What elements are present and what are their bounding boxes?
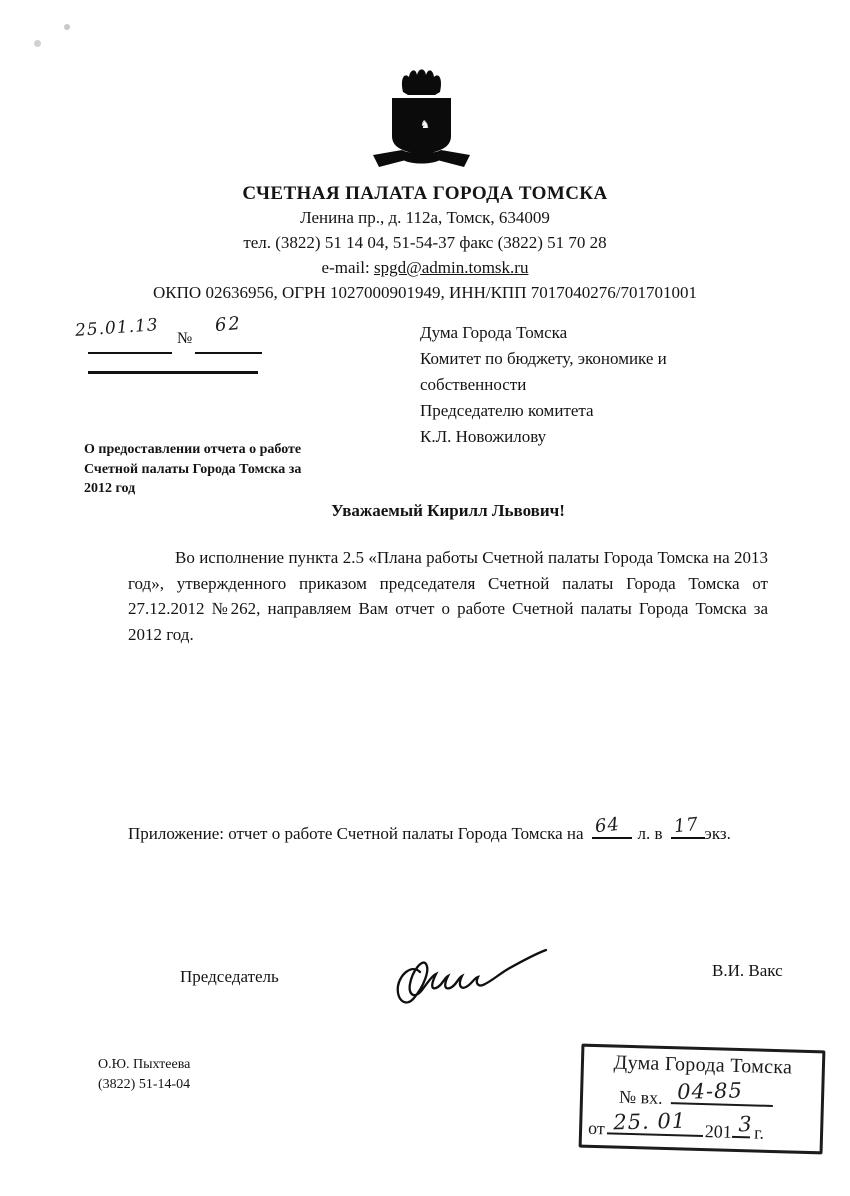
pages-blank xyxy=(592,813,632,839)
copies-blank xyxy=(671,813,705,839)
outgoing-date-handwritten: 25.01.13 xyxy=(74,315,160,341)
org-registry-codes: ОКПО 02636956, ОГРН 1027000901949, ИНН/КПП 7017040276/701701001 xyxy=(153,283,697,302)
scan-speck xyxy=(64,24,70,30)
stamp-in-label: № вх. xyxy=(618,1086,663,1108)
org-name: СЧЕТНАЯ ПАЛАТА ГОРОДА ТОМСКА xyxy=(242,183,608,204)
recipient-block xyxy=(420,320,740,450)
recipient-line: Комитет по бюджету, экономике и xyxy=(420,349,667,368)
stamp-year-digit-handwritten: 3 xyxy=(737,1112,753,1137)
number-underline xyxy=(195,352,262,354)
signer-title: Председатель xyxy=(180,967,279,986)
signer-name: В.И. Вакс xyxy=(712,961,783,980)
stamp-date-handwritten: 25. 01 xyxy=(612,1108,687,1135)
recipient-line: Председателю комитета xyxy=(420,401,594,420)
outgoing-reference xyxy=(74,312,285,382)
stamp-year-printed: 201 xyxy=(704,1121,733,1142)
letterhead xyxy=(0,66,850,305)
handwritten-signature-icon xyxy=(386,928,554,1019)
subject-block xyxy=(84,440,364,499)
date-underline xyxy=(88,352,172,354)
scan-speck xyxy=(34,40,41,47)
stamp-in-number-handwritten: 04-85 xyxy=(676,1077,743,1104)
subject-line: 2012 год xyxy=(84,481,136,496)
attachment-text-before: Приложение: отчет о работе Счетной палаты Города Томска на xyxy=(128,824,584,843)
stamp-from-label: от xyxy=(587,1117,606,1139)
stamp-incoming-number-row xyxy=(618,1077,816,1112)
executor-name: О.Ю. Пыхтеева xyxy=(98,1057,191,1072)
org-address: Ленина пр., д. 112а, Томск, 634009 xyxy=(300,208,550,227)
stamp-date-row xyxy=(587,1108,815,1145)
org-email-line xyxy=(0,255,850,280)
tomsk-coat-of-arms-icon xyxy=(365,66,475,173)
incoming-registration-stamp xyxy=(579,1044,826,1155)
svg-text:♞: ♞ xyxy=(420,118,430,131)
email-label: e-mail: xyxy=(321,258,374,277)
org-phones: тел. (3822) 51 14 04, 51-54-37 факс (3822) 51 70 28 xyxy=(243,233,607,252)
attachment-text-after: экз. xyxy=(704,824,731,843)
attachment-text-middle: л. в xyxy=(637,824,663,843)
stamp-date-blank xyxy=(607,1108,704,1137)
salutation: Уважаемый Кирилл Львович! xyxy=(331,501,565,520)
executor-phone: (3822) 51-14-04 xyxy=(98,1077,191,1092)
number-sign: № xyxy=(177,330,193,347)
recipient-line: Дума Города Томска xyxy=(420,323,568,342)
recipient-line: К.Л. Новожилову xyxy=(420,427,547,446)
stamp-year-blank xyxy=(732,1112,753,1138)
pages-count-handwritten: 64 xyxy=(593,813,621,838)
stamp-org-name: Дума Города Томска xyxy=(613,1051,793,1079)
reference-rule xyxy=(88,371,258,374)
stamp-in-number-blank xyxy=(671,1077,774,1107)
email-address: spgd@admin.tomsk.ru xyxy=(373,258,529,277)
outgoing-number-handwritten: 62 xyxy=(214,312,243,337)
recipient-line: собственности xyxy=(420,375,527,394)
attachment-line xyxy=(128,813,818,844)
subject-line: О предоставлении отчета о работе xyxy=(84,442,302,457)
executor-block xyxy=(98,1055,190,1095)
stamp-year-suffix: г. xyxy=(753,1122,765,1143)
letter-body: Во исполнение пункта 2.5 «Плана работы Счетной палаты Города Томска на 2013 год», утвержденного приказом председателя Счетной палаты Города Томска от 27.12.2012 №262, направляем Вам отчет о работе Счетной палаты Города Томска за 2012 год. xyxy=(128,548,768,644)
copies-count-handwritten: 17 xyxy=(672,813,700,838)
subject-line: Счетной палаты Города Томска за xyxy=(84,461,302,477)
